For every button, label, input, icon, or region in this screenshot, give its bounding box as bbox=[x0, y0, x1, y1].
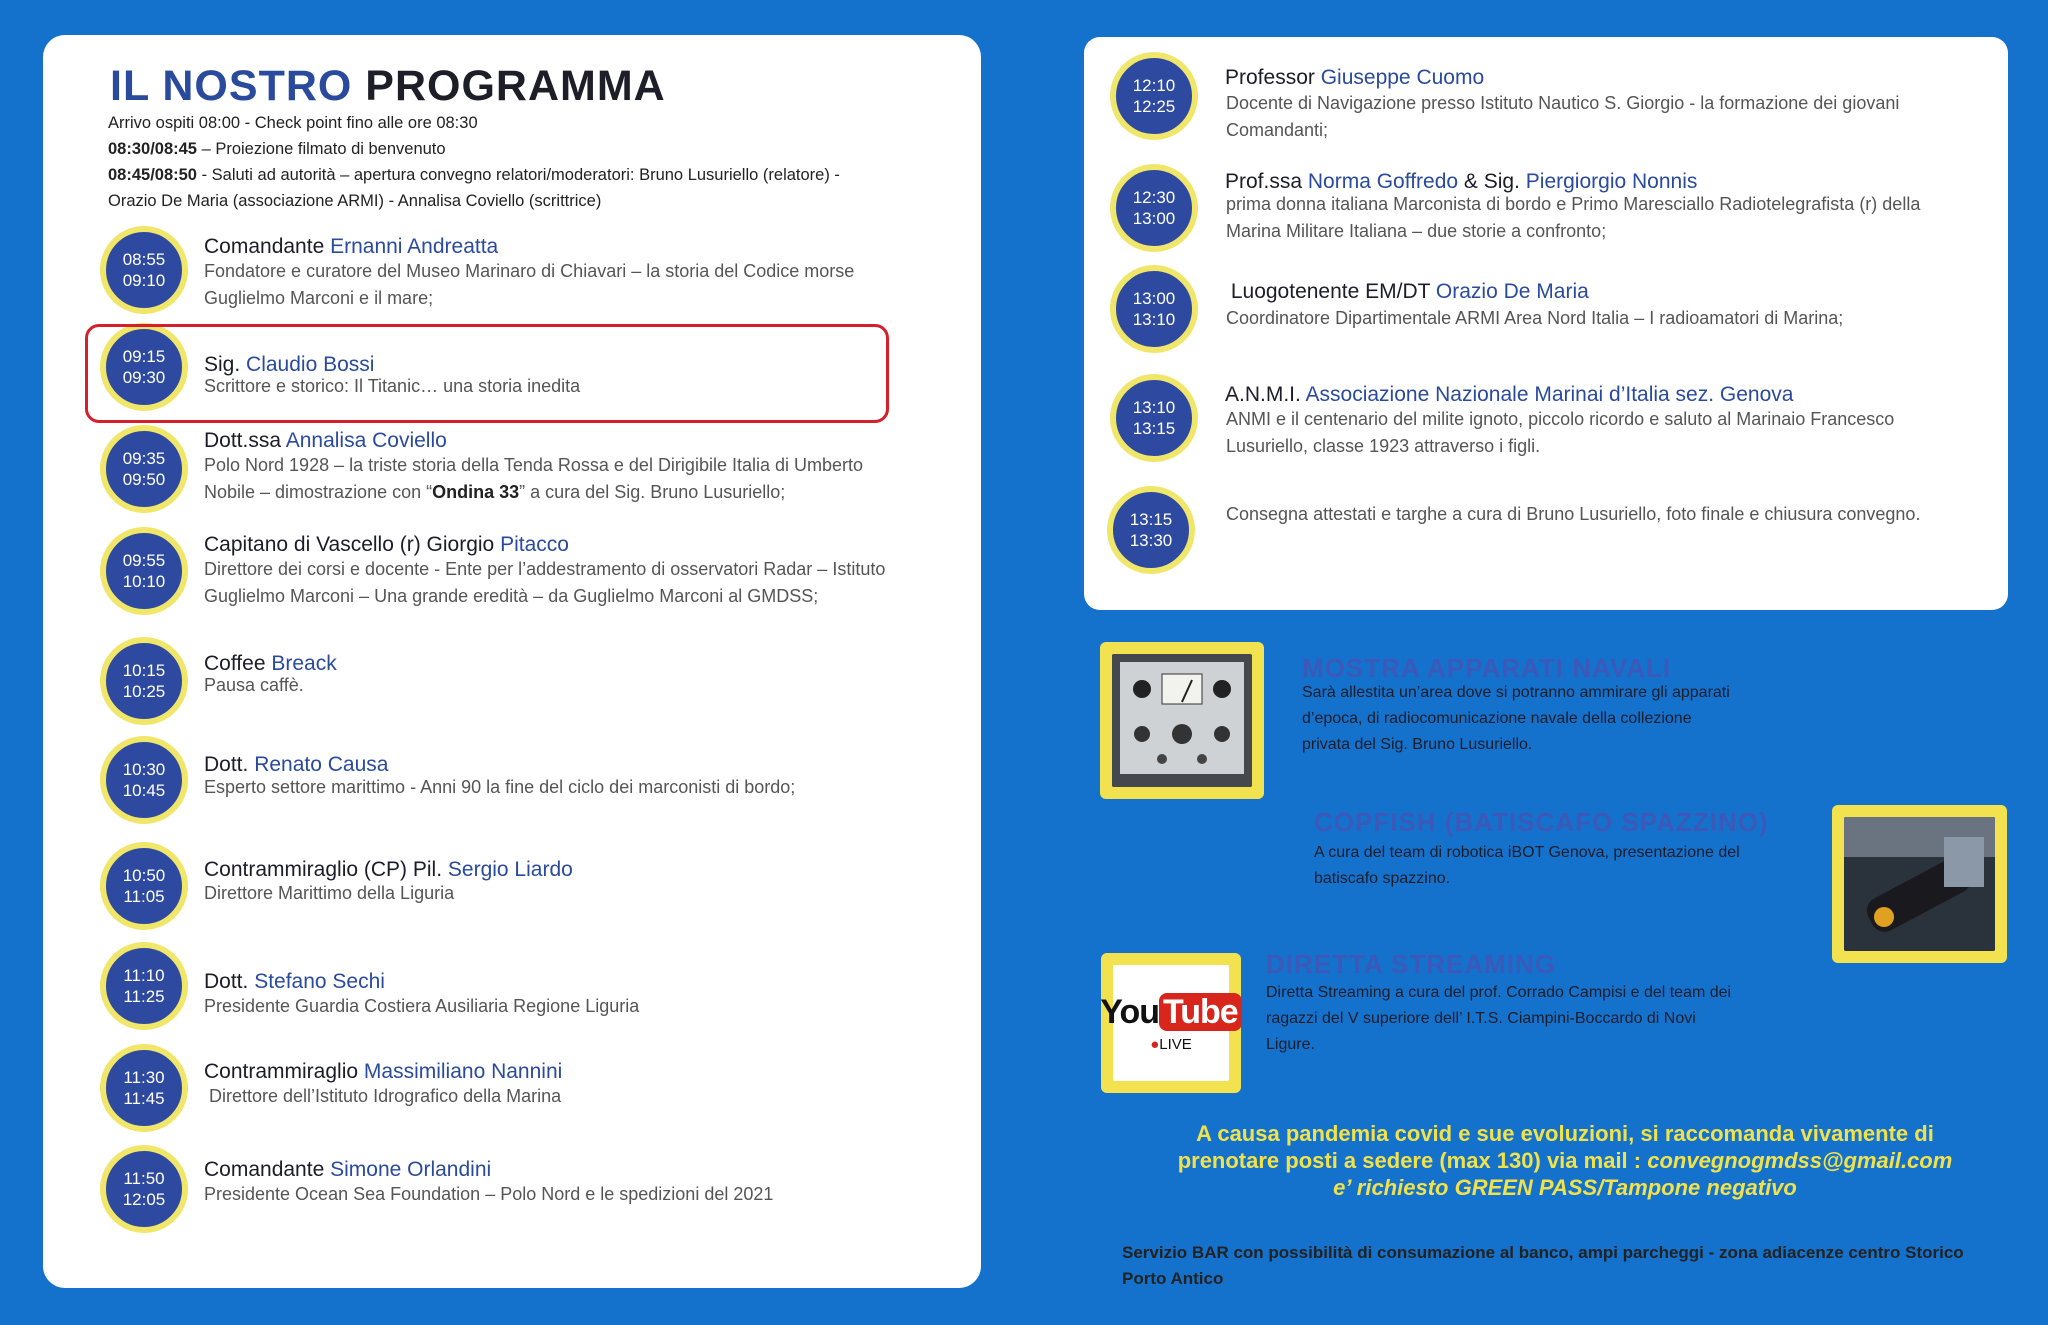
time-badge: 09:35 09:50 bbox=[100, 425, 188, 513]
time-badge: 13:00 13:10 bbox=[1110, 265, 1198, 353]
speaker-desc: Presidente Ocean Sea Foundation – Polo Nord e le spedizioni del 2021 bbox=[204, 1184, 774, 1204]
time-badge: 12:10 12:25 bbox=[1110, 52, 1198, 140]
copfish-image bbox=[1832, 805, 2007, 963]
speaker-desc: ANMI e il centenario del milite ignoto, piccolo ricordo e saluto al Marinaio Francesco Lusuriello, classe 1923 attraverso i figli. bbox=[1226, 409, 1895, 456]
speaker-desc: Polo Nord 1928 – la triste storia della Tenda Rossa e del Dirigibile Italia di Umberto Nobile – dimostrazione con “Ondina 33” a cura del Sig. Bruno Lusuriello; bbox=[204, 455, 864, 502]
time-badge: 10:30 10:45 bbox=[100, 736, 188, 824]
page-title: IL NOSTRO PROGRAMMA bbox=[110, 62, 666, 110]
section-heading-diretta: DIRETTA STREAMING bbox=[1266, 949, 1556, 979]
live-dot-icon: ● bbox=[1150, 1036, 1160, 1053]
speaker-title: Comandante Simone Orlandini bbox=[204, 1158, 492, 1181]
radio-equipment-image bbox=[1100, 642, 1264, 799]
time-badge: 10:50 11:05 bbox=[100, 842, 188, 930]
speaker-desc: Pausa caffè. bbox=[204, 675, 304, 695]
speaker-title: Dott.ssa Annalisa Coviello bbox=[204, 429, 447, 452]
highlight-box bbox=[85, 324, 889, 423]
speaker-title: Dott. Renato Causa bbox=[204, 753, 389, 776]
speaker-title: Comandante Ernanni Andreatta bbox=[204, 235, 499, 258]
bar-info: Servizio BAR con possibilità di consumazione al banco, ampi parcheggi - zona adiacenze centro Storico Porto Antico bbox=[1122, 1243, 1964, 1288]
speaker-title: A.N.M.I. Associazione Nazionale Marinai d’Italia sez. Genova bbox=[1225, 383, 1794, 406]
speaker-desc: Direttore Marittimo della Liguria bbox=[204, 883, 455, 903]
speaker-title: Prof.ssa Norma Goffredo & Sig. Piergiorgio Nonnis bbox=[1225, 170, 1698, 193]
time-badge: 08:55 09:10 bbox=[100, 226, 188, 314]
email-link[interactable]: convegnogmdss@gmail.com bbox=[1647, 1148, 1953, 1173]
speaker-desc: Direttore dei corsi e docente - Ente per l’addestramento di osservatori Radar – Istituto Guglielmo Marconi – Una grande eredità – da Guglielmo Marconi al GMDSS; bbox=[204, 559, 886, 606]
speaker-title: Dott. Stefano Sechi bbox=[204, 970, 385, 993]
youtube-live-logo bbox=[1101, 953, 1241, 1093]
intro-line: 08:30/08:45 – Proiezione filmato di benvenuto bbox=[108, 140, 446, 158]
speaker-desc: Direttore dell’Istituto Idrografico della Marina bbox=[204, 1086, 562, 1106]
speaker-desc: Consegna attestati e targhe a cura di Bruno Lusuriello, foto finale e chiusura convegno. bbox=[1226, 504, 1921, 524]
speaker-title: Sig. Claudio Bossi bbox=[204, 353, 375, 376]
speaker-title: Professor Giuseppe Cuomo bbox=[1225, 66, 1485, 89]
speaker-desc: prima donna italiana Marconista di bordo e Primo Maresciallo Radiotelegrafista (r) della Marina Militare Italiana – due storie a confronto; bbox=[1226, 194, 1921, 241]
youtube-icon: You Tube bbox=[1100, 993, 1241, 1032]
intro-line: 08:45/08:50 - Saluti ad autorità – apertura convegno relatori/moderatori: Bruno Lusuriello (relatore) - bbox=[108, 166, 840, 184]
time-badge: 13:10 13:15 bbox=[1110, 374, 1198, 462]
speaker-desc: Docente di Navigazione presso Istituto Nautico S. Giorgio - la formazione dei giovani Comandanti; bbox=[1226, 93, 1900, 140]
speaker-title: Capitano di Vascello (r) Giorgio Pitacco bbox=[204, 533, 569, 556]
section-text-mostra: Sarà allestita un’area dove si potranno ammirare gli apparati d’epoca, di radiocomunicazione navale della collezione privata del Sig. Bruno Lusuriello. bbox=[1302, 684, 1730, 753]
speaker-desc: Scrittore e storico: Il Titanic… una storia inedita bbox=[204, 376, 581, 396]
section-text-copfish: A cura del team di robotica iBOT Genova, presentazione del batiscafo spazzino. bbox=[1314, 844, 1740, 887]
time-badge: 11:30 11:45 bbox=[100, 1044, 188, 1132]
speaker-desc: Fondatore e curatore del Museo Marinaro di Chiavari – la storia del Codice morse Guglielmo Marconi e il mare; bbox=[204, 261, 855, 308]
time-badge: 13:15 13:30 bbox=[1107, 486, 1195, 574]
time-badge: 11:10 11:25 bbox=[100, 942, 188, 1030]
speaker-desc: Coordinatore Dipartimentale ARMI Area Nord Italia – I radioamatori di Marina; bbox=[1226, 308, 1844, 328]
speaker-title: Contrammiraglio Massimiliano Nannini bbox=[204, 1060, 563, 1083]
section-heading-mostra: MOSTRA APPARATI NAVALI bbox=[1302, 653, 1672, 683]
time-badge: 09:55 10:10 bbox=[100, 527, 188, 615]
speaker-title: Luogotenente EM/DT Orazio De Maria bbox=[1225, 280, 1589, 303]
intro-line: Orazio De Maria (associazione ARMI) - Annalisa Coviello (scrittrice) bbox=[108, 192, 602, 210]
covid-notice: A causa pandemia covid e sue evoluzioni, si raccomanda vivamente di prenotare posti a sedere (max 130) via mail : convegnogmdss@gmail.com e’ richiesto GREEN PASS/Tampone negativo bbox=[1177, 1121, 1953, 1200]
section-heading-copfish: COPFISH (BATISCAFO SPAZZINO) bbox=[1314, 807, 1769, 837]
time-badge: 11:50 12:05 bbox=[100, 1145, 188, 1233]
time-badge: 10:15 10:25 bbox=[100, 637, 188, 725]
speaker-title: Coffee Breack bbox=[204, 652, 337, 675]
time-badge: 09:15 09:30 bbox=[100, 323, 188, 411]
speaker-desc: Esperto settore marittimo - Anni 90 la fine del ciclo dei marconisti di bordo; bbox=[204, 777, 796, 797]
intro-line: Arrivo ospiti 08:00 - Check point fino alle ore 08:30 bbox=[108, 114, 478, 132]
section-text-diretta: Diretta Streaming a cura del prof. Corrado Campisi e del team dei ragazzi del V superiore dell’ I.T.S. Ciampini-Boccardo di Novi Ligure. bbox=[1266, 984, 1732, 1053]
speaker-title: Contrammiraglio (CP) Pil. Sergio Liardo bbox=[204, 858, 573, 881]
speaker-desc: Presidente Guardia Costiera Ausiliaria Regione Liguria bbox=[204, 996, 640, 1016]
live-label: ●LIVE bbox=[1150, 1036, 1192, 1053]
time-badge: 12:30 13:00 bbox=[1110, 164, 1198, 252]
